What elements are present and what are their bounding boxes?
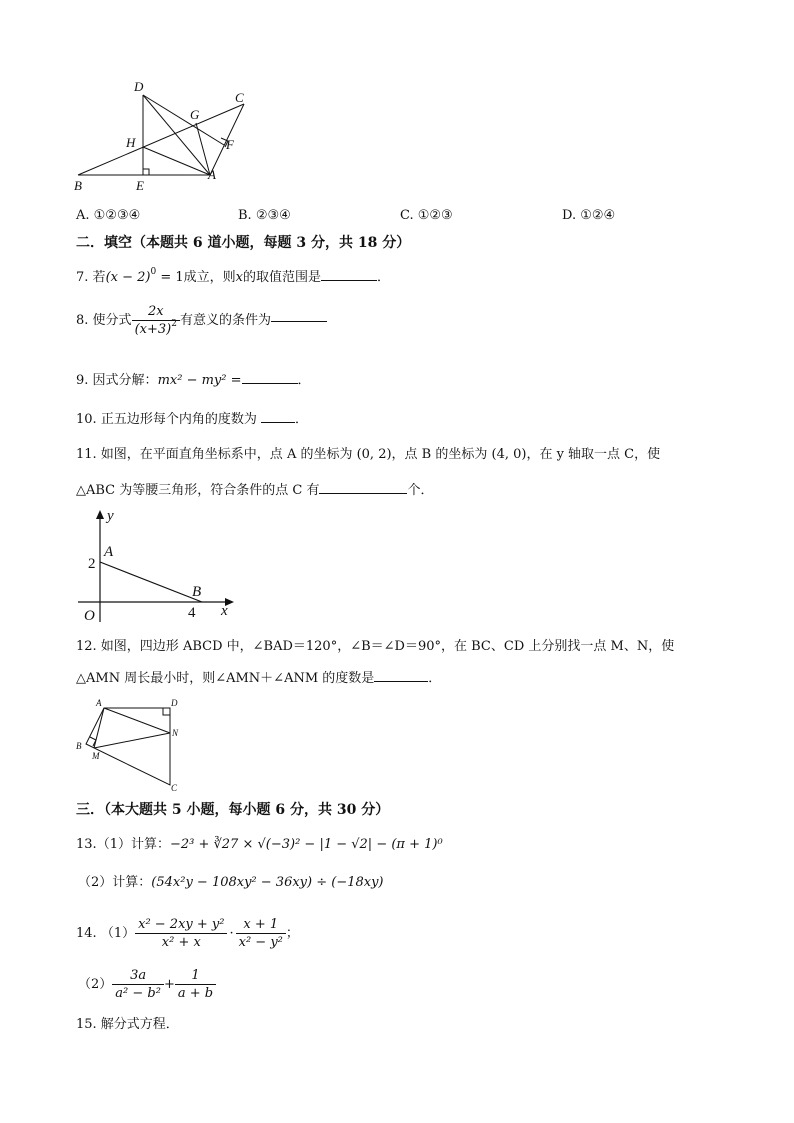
label-M: M (92, 751, 100, 761)
question-13-part-2: （2）计算：(54x²y − 108xy² − 36xy) ÷ (−18xy) (78, 875, 384, 890)
question-13-part-1: 13.（1）计算：−2³ + ∛27 × √(−3)² − |1 − √2| − (π + 1)⁰ (76, 837, 443, 852)
q11-answer-blank[interactable] (319, 492, 407, 494)
label-B: B (74, 178, 82, 193)
label-F: F (226, 137, 234, 152)
segment-ab (100, 562, 202, 602)
question-11-line-2: △ABC 为等腰三角形，符合条件的点 C 有 个． (76, 483, 434, 498)
question-9: 9. 因式分解：mx² − my² = ． (76, 373, 311, 388)
question-10: 10. 正五边形每个内角的度数为 ． (76, 412, 308, 427)
q9-answer-blank[interactable] (242, 382, 298, 384)
q8-answer-blank[interactable] (271, 320, 327, 322)
quad-abcd (86, 708, 170, 785)
label-G: G (190, 107, 200, 122)
question-12-line-2: △AMN 周长最小时，则∠AMN＋∠ANM 的度数是 ． (76, 671, 442, 686)
section-2-title: 二．填空（本题共 6 道小题，每题 3 分，共 18 分） (76, 235, 411, 251)
question-7: 7. 若$(x - 2)^0 = 1$成立，则x的取值范围是 ． (76, 267, 391, 285)
question-14-part-2: （2） $\frac{3a}{\text{a² − b²}}$ + $\frac{1}{a + b}$ (78, 969, 216, 1000)
label-C: C (235, 90, 244, 105)
label-A: A (208, 167, 216, 182)
q12-answer-blank[interactable] (374, 680, 428, 682)
point-b-label: B (192, 584, 202, 600)
question-8: 8. 使分式 $\frac{2x}{(x+3)^2}$ 有意义的条件为 (76, 305, 327, 336)
q7-answer-blank[interactable] (321, 279, 377, 281)
point-a-label: A (104, 544, 114, 560)
label-A: A (96, 698, 102, 708)
label-C: C (171, 783, 178, 793)
question-12-line-1: 12. 如图，四边形 ABCD 中，∠BAD＝120°，∠B＝∠D＝90°，在 BC、CD 上分别找一点 M、N，使 (76, 639, 675, 654)
question-11-line-1: 11. 如图，在平面直角坐标系中，点 A 的坐标为 (0, 2)，点 B 的坐标为 (4, 0)，在 y 轴取一点 C，使 (76, 447, 661, 462)
axis-label-y: y (107, 508, 114, 524)
q10-answer-blank[interactable] (261, 421, 295, 423)
coordinate-figure (74, 508, 244, 628)
q6-option-a: A. ①②③④ (76, 208, 141, 223)
q6-option-c: C. ①②③ (400, 208, 453, 223)
axis-label-x: x (221, 603, 228, 619)
quadrilateral-figure (72, 695, 192, 795)
tick-4: 4 (188, 605, 196, 621)
label-D: D (171, 698, 178, 708)
question-14-part-1: 14. （1） $\frac{\text{x² − 2xy + y²}}{\text{x² + x}}$ · $\frac{x + 1}{\text{x² − y²}}$ ； (76, 917, 299, 950)
geometry-figure-1 (70, 75, 260, 200)
label-E: E (136, 178, 144, 193)
label-H: H (126, 135, 136, 150)
y-axis-arrow (96, 510, 104, 519)
label-N: N (172, 728, 179, 738)
section-3-title: 三．（本大题共 5 小题，每小题 6 分，共 30 分） (76, 802, 390, 818)
label-D: D (134, 79, 144, 94)
question-15: 15. 解分式方程． (76, 1017, 179, 1032)
origin-label: O (84, 608, 95, 624)
q6-option-b: B. ②③④ (238, 208, 291, 223)
q6-option-d: D. ①②④ (562, 208, 616, 223)
label-B: B (76, 741, 82, 751)
tick-2: 2 (88, 556, 96, 572)
